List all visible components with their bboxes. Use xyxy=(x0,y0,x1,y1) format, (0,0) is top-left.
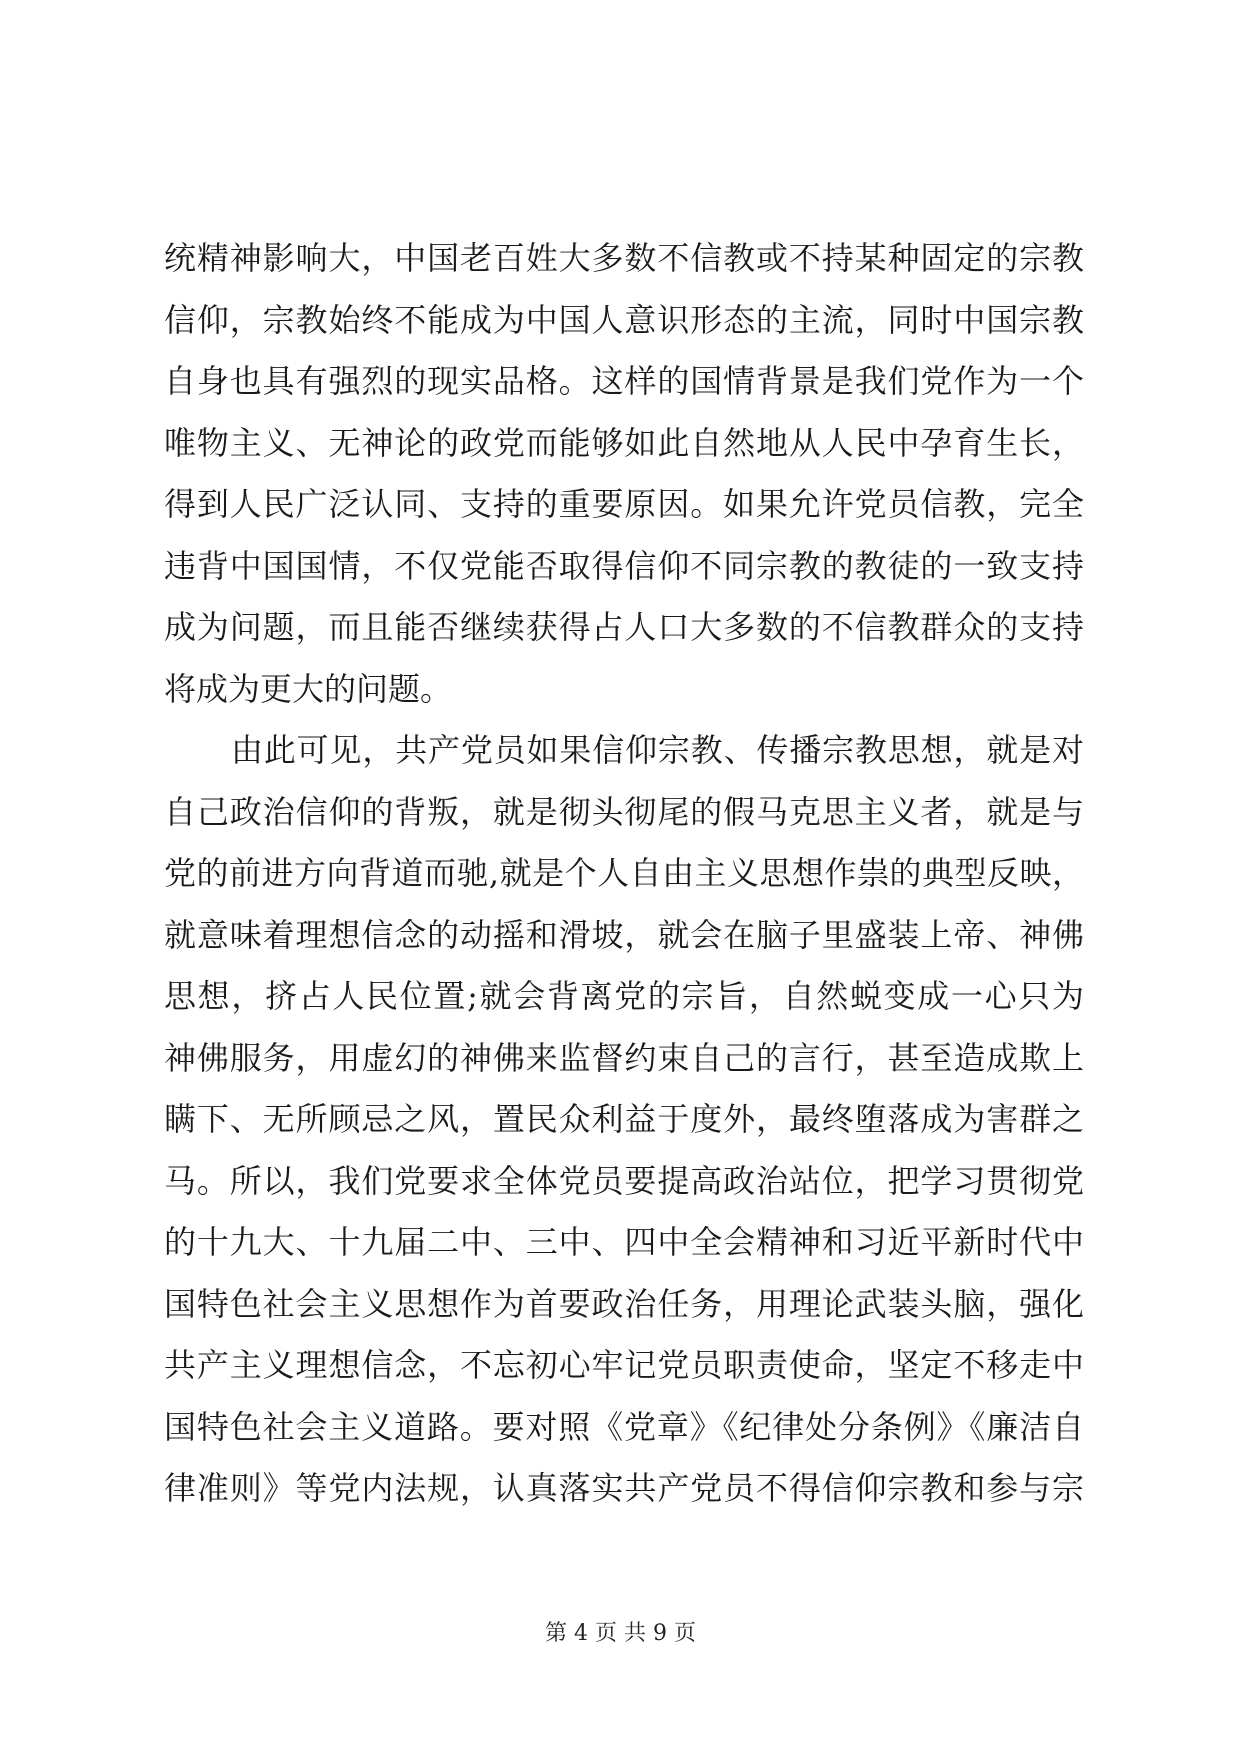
text-line: 国特色社会主义道路。要对照《党章》《纪律处分条例》《廉洁自 xyxy=(164,1407,1084,1446)
text-line: 的十九大、十九届二中、三中、四中全会精神和习近平新时代中 xyxy=(164,1223,1084,1261)
page-number: 第 4 页 共 9 页 xyxy=(545,1621,696,1646)
text-line: 自己政治信仰的背叛，就是彻头彻尾的假马克思主义者，就是与 xyxy=(164,792,1084,831)
text-line: 共产主义理想信念，不忘初心牢记党员职责使命，坚定不移走中 xyxy=(164,1346,1084,1384)
text-line: 就意味着理想信念的动摇和滑坡，就会在脑子里盛装上帝、神佛 xyxy=(164,915,1084,954)
text-line: 马。所以，我们党要求全体党员要提高政治站位，把学习贯彻党 xyxy=(164,1161,1084,1200)
document-body xyxy=(164,228,1084,1520)
text-line: 思想，挤占人民位置;就会背离党的宗旨，自然蜕变成一心只为 xyxy=(164,977,1084,1015)
text-line: 瞒下、无所顾忌之风，置民众利益于度外，最终堕落成为害群之 xyxy=(164,1100,1084,1138)
text-line: 信仰，宗教始终不能成为中国人意识形态的主流，同时中国宗教 xyxy=(164,300,1084,339)
text-line: 成为问题，而且能否继续获得占人口大多数的不信教群众的支持 xyxy=(164,608,1084,646)
text-line: 违背中国国情，不仅党能否取得信仰不同宗教的教徒的一致支持 xyxy=(164,546,1084,585)
text-line: 律准则》等党内法规，认真落实共产党员不得信仰宗教和参与宗 xyxy=(164,1469,1084,1507)
text-line: 唯物主义、无神论的政党而能够如此自然地从人民中孕育生长， xyxy=(164,423,1084,462)
text-line: 由此可见，共产党员如果信仰宗教、传播宗教思想，就是对 xyxy=(231,731,1084,769)
text-line: 党的前进方向背道而驰,就是个人自由主义思想作祟的典型反映， xyxy=(164,854,1084,892)
text-line: 统精神影响大，中国老百姓大多数不信教或不持某种固定的宗教 xyxy=(164,239,1084,277)
text-line: 自身也具有强烈的现实品格。这样的国情背景是我们党作为一个 xyxy=(164,362,1084,400)
text-line: 得到人民广泛认同、支持的重要原因。如果允许党员信教，完全 xyxy=(164,485,1084,523)
page-footer xyxy=(0,1616,1241,1647)
text-line: 国特色社会主义思想作为首要政治任务，用理论武装头脑，强化 xyxy=(164,1284,1084,1323)
text-line: 将成为更大的问题。 xyxy=(164,669,453,708)
text-line: 神佛服务，用虚幻的神佛来监督约束自己的言行，甚至造成欺上 xyxy=(164,1038,1084,1077)
